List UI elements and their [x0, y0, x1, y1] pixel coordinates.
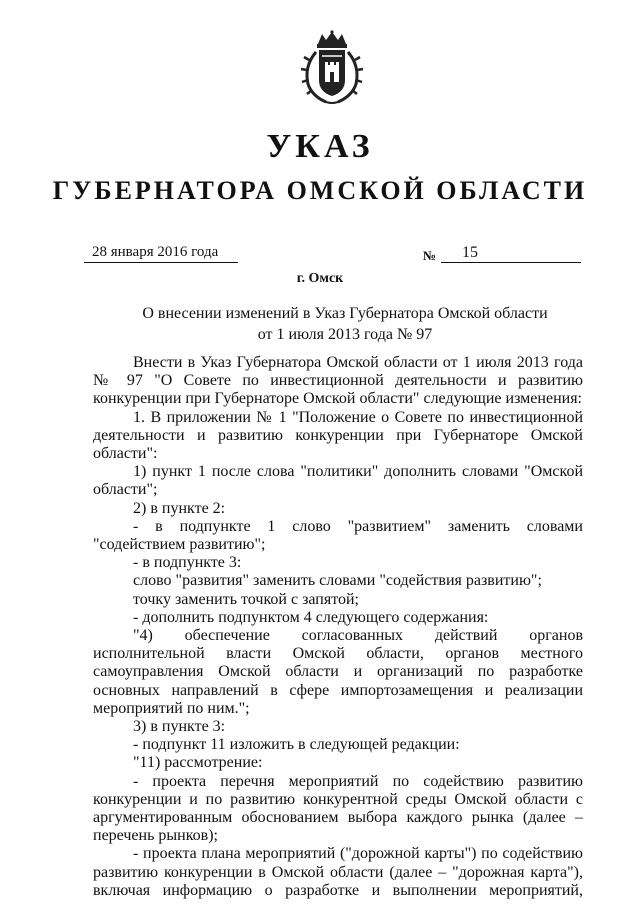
body-paragraph: слово "развития" заменить словами "содействия развитию"; [133, 572, 542, 590]
body-paragraph: - в подпункте 3: [133, 554, 242, 572]
document-subtitle: ГУБЕРНАТОРА ОМСКОЙ ОБЛАСТИ [52, 176, 588, 205]
heading-line: О внесении изменений в Указ Губернатора Омской области [142, 305, 548, 322]
body-paragraph: Внести в Указ Губернатора Омской области от 1 июля 2013 года № 97 "О Совете по инвестиционной деятельности и развитию конкуренции при Губернаторе Омской области" следующие изменения: [93, 354, 583, 408]
city-name: г. Омск [296, 271, 344, 286]
body-paragraph: - проекта перечня мероприятий по содействию развитию конкуренции и по развитию конкурентной среды Омской области с аргументированным обоснованием выбора каждого рынка (далее – перечень рынков); [93, 772, 583, 845]
decree-heading [0, 303, 640, 345]
body-paragraph: - дополнить подпунктом 4 следующего содержания: [133, 608, 489, 626]
date-underline [84, 262, 238, 263]
decree-body [93, 354, 583, 900]
body-paragraph: 3) в пункте 3: [133, 718, 226, 736]
heading-line: от 1 июля 2013 года № 97 [257, 326, 433, 343]
body-paragraph: "11) рассмотрение: [133, 754, 263, 772]
decree-number-label: № [423, 248, 437, 263]
body-paragraph: 2) в пункте 2: [133, 499, 226, 517]
body-paragraph: - в подпункте 1 слово "развитием" заменить словами "содействием развитию"; [93, 517, 583, 554]
omsk-oblast-coat-of-arms-icon [300, 30, 364, 106]
body-paragraph: - проекта плана мероприятий ("дорожной карты") по содействию развитию конкуренции в Омской области (далее – "дорожная карта"), включая информацию о разработке и выполнении мероприятий, [93, 845, 583, 899]
body-paragraph: - подпункт 11 изложить в следующей редакции: [133, 736, 460, 754]
body-paragraph: "4) обеспечение согласованных действий органов исполнительной власти Омской области, органов местного самоуправления Омской области и организаций по разработке основных направлений в сфере импортозамещения и реализации мероприятий по ним."; [93, 627, 583, 717]
number-underline [441, 262, 581, 263]
body-paragraph: 1) пункт 1 после слова "политики" дополнить словами "Омской области"; [93, 463, 583, 499]
decree-number: 15 [462, 244, 478, 261]
decree-date: 28 января 2016 года [92, 244, 219, 260]
document-title: УКАЗ [266, 128, 374, 165]
body-paragraph: точку заменить точкой с запятой; [133, 590, 359, 608]
body-paragraph: 1. В приложении № 1 "Положение о Совете по инвестиционной деятельности и развитию конкуренции при Губернаторе Омской области": [93, 408, 583, 463]
